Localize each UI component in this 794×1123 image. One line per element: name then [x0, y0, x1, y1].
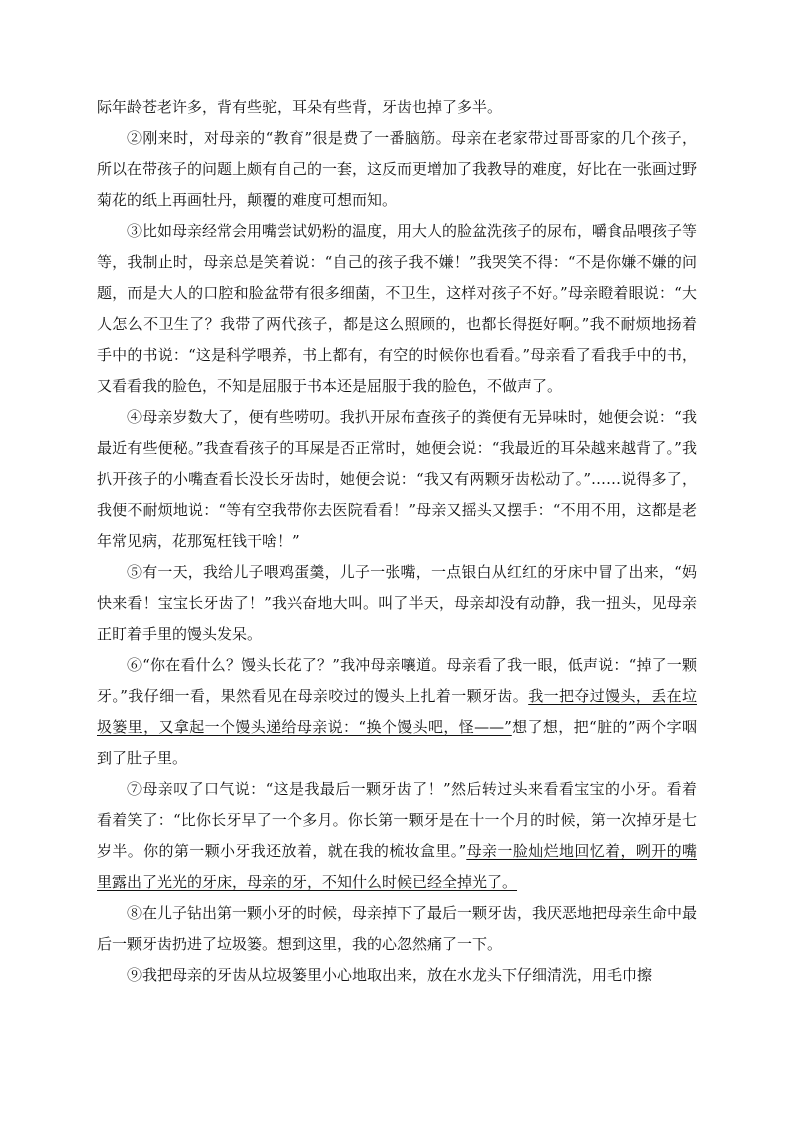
paragraph-2: ②刚来时，对母亲的“教育”很是费了一番脑筋。母亲在老家带过哥哥家的几个孩子，所以在带孩子的问题上颇有自己的一套，这反而更增加了我教导的难度，好比在一张画过野菊花的纸上再画牡丹，颠覆的难度可想而知。 — [97, 129, 698, 209]
paragraph-9: ⑨我把母亲的牙齿从垃圾篓里小心地取出来，放在水龙头下仔细清洗，用毛巾擦 — [127, 966, 653, 984]
paragraph-8: ⑧在儿子钻出第一颗小牙的时候，母亲掉下了最后一颗牙齿，我厌恶地把母亲生命中最后一颗牙齿扔进了垃圾篓。想到这里，我的心忽然痛了一下。 — [97, 904, 698, 953]
paragraph-7 — [97, 774, 697, 898]
paragraph-7-text: ⑦母亲叹了口气说：“这是我最后一颗牙齿了！”然后转过头来看看宝宝的小牙。看着看着笑了：“比你长牙早了一个多月。你长第一颗牙是在十一个月的时候，第一次掉牙是七岁半。你的第一颗小牙我还放着，就在我的梳妆盒里。” — [97, 780, 697, 860]
paragraph-5: ⑤有一天，我给儿子喂鸡蛋羹，儿子一张嘴，一点银白从红红的牙床中冒了出来，“妈快来看！宝宝长牙齿了！”我兴奋地大叫。叫了半天，母亲却没有动静，我一扭头，见母亲正盯着手里的馒头发呆。 — [97, 563, 697, 643]
paragraph-6-tail: 想了想，把“脏的”两个字咽到了肚子里。 — [97, 718, 698, 767]
paragraph-4: ④母亲岁数大了，便有些唠叨。我扒开尿布查孩子的粪便有无异味时，她便会说：“我最近有些便秘。”我查看孩子的耳屎是否正常时，她便会说：“我最近的耳朵越来越背了。”我扒开孩子的小嘴查看长没长牙齿时，她便会说：“我又有两颗牙齿松动了。”……说得多了，我便不耐烦地说：“等有空我带你去医院看看！”母亲又摇头又摆手：“不用不用，这都是老年常见病，花那冤枉钱干啥！” — [97, 408, 697, 550]
paragraph-1-continued: 际年龄苍老许多，背有些驼，耳朵有些背，牙齿也掉了多半。 — [97, 98, 503, 116]
article-page — [97, 92, 697, 991]
paragraph-6 — [97, 650, 697, 774]
paragraph-6-underlined-sentence: 我一把夺过馒头，丢在垃圾篓里，又拿起一个馒头递给母亲说：“换个馒头吧，怪——” — [97, 687, 697, 736]
paragraph-6-text: ⑥“你在看什么？馒头长花了？”我冲母亲嚷道。母亲看了我一眼，低声说：“掉了一颗牙。”我仔细一看，果然看见在母亲咬过的馒头上扎着一颗牙齿。 — [97, 656, 697, 705]
paragraph-7-underlined-sentence: 母亲一脸灿烂地回忆着，咧开的嘴里露出了光光的牙床，母亲的牙，不知什么时候已经全掉光了。 — [97, 842, 697, 891]
paragraph-3: ③比如母亲经常会用嘴尝试奶粉的温度，用大人的脸盆洗孩子的尿布，嚼食品喂孩子等等，我制止时，母亲总是笑着说：“自己的孩子我不嫌！”我哭笑不得：“不是你嫌不嫌的问题，而是大人的口腔和脸盆带有很多细菌，不卫生，这样对孩子不好。”母亲瞪着眼说：“大人怎么不卫生了？我带了两代孩子，都是这么照顾的，也都长得挺好啊。”我不耐烦地扬着手中的书说：“这是科学喂养，书上都有，有空的时候你也看看。”母亲看了看我手中的书，又看看我的脸色，不知是屈服于书本还是屈服于我的脸色，不做声了。 — [97, 222, 698, 395]
